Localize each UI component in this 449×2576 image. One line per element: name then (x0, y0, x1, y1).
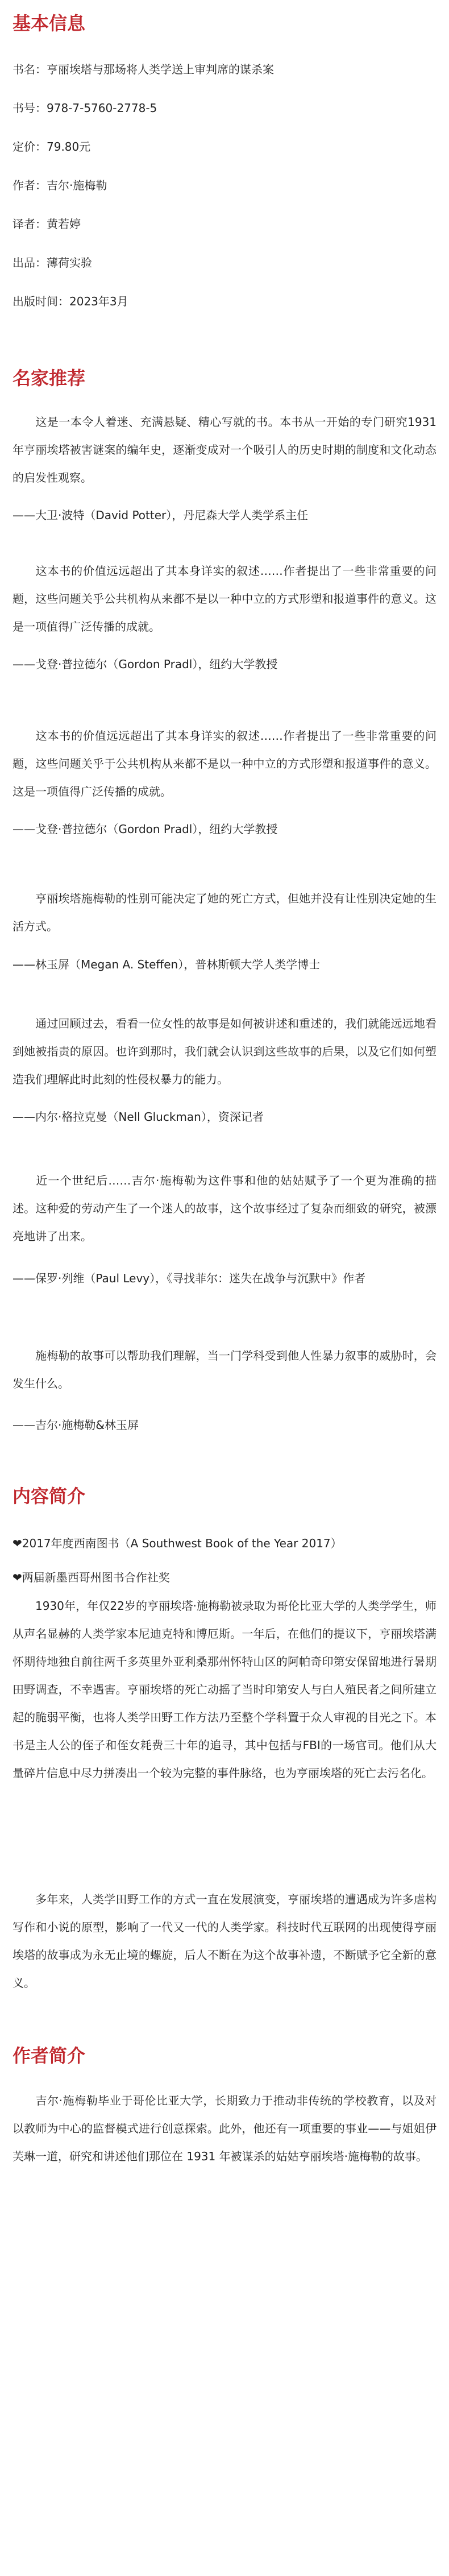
recommendation-attribution: ——吉尔·施梅勒&林玉屏 (13, 1418, 139, 1432)
author: 作者：吉尔·施梅勒 (13, 179, 107, 192)
summary-paragraph: 1930年，年仅22岁的亨丽埃塔·施梅勒被录取为哥伦比亚大学的人类学学生，师从声名显赫的人类学家本尼迪克特和博厄斯。一年后，在他们的提议下，亨丽埃塔满怀期待地独自前往两千多英里外亚利桑那州怀特山区的阿帕奇印第安保留地进行暑期田野调查，不幸遇害。亨丽埃塔的死亡动摇了当时印第安人与白人殖民者之间所建立起的脆弱平衡，也将人类学田野工作方法乃至整个学科置于众人审视的目光之下。本书是主人公的侄子和侄女耗费三十年的追寻，其中包括与FBI的一场官司。他们从大量碎片信息中尽力拼凑出一个较为完整的事件脉络，也为亨丽埃塔的死亡去污名化。 (13, 1599, 436, 1780)
book-name: 书名：亨丽埃塔与那场将人类学送上审判席的谋杀案 (13, 63, 274, 76)
publisher: 出品：薄荷实验 (13, 256, 92, 270)
award-line: ❤两届新墨西哥州图书合作社奖 (13, 1571, 170, 1584)
author-intro-heading: 作者简介 (13, 2045, 86, 2066)
recommendation-attribution: ——林玉屏（Megan A. Steffen），普林斯顿大学人类学博士 (13, 958, 321, 971)
summary-paragraph: 多年来，人类学田野工作的方式一直在发展演变，亨丽埃塔的遭遇成为许多虐构写作和小说的原型，影响了一代又一代的人类学家。科技时代互联网的出现使得亨丽埃塔的故事成为永无止境的螺旋，后人不断在为这个故事补遗，不断赋予它全新的意义。 (13, 1892, 436, 1990)
summary-heading: 内容简介 (13, 1485, 86, 1507)
translator: 译者：黄若婷 (13, 217, 81, 231)
recommendation-text: 这本书的价值远远超出了其本身详实的叙述……作者提出了一些非常重要的问题，这些问题关乎公共机构从来都不是以一种中立的方式形塑和报道事件的意义。这是一项值得广泛传播的成就。 (13, 564, 436, 633)
recommendation-text: 亨丽埃塔施梅勒的性别可能决定了她的死亡方式，但她并没有让性别决定她的生活方式。 (13, 892, 436, 933)
isbn: 书号：978-7-5760-2778-5 (13, 101, 157, 115)
recommendation-attribution: ——戈登·普拉德尔（Gordon Pradl），纽约大学教授 (13, 657, 278, 671)
recommendations-heading: 名家推荐 (13, 367, 86, 389)
recommendation-text: 近一个世纪后……吉尔·施梅勒为这件事和他的姑姑赋予了一个更为准确的描述。这种爱的劳动产生了一个迷人的故事，这个故事经过了复杂而细致的研究，被漂亮地讲了出来。 (13, 1174, 436, 1243)
recommendation-attribution: ——保罗·列维（Paul Levy），《寻找菲尔：迷失在战争与沉默中》作者 (13, 1272, 366, 1285)
recommendation-attribution: ——内尔·格拉克曼（Nell Gluckman），资深记者 (13, 1110, 264, 1124)
recommendation-text: 这本书的价值远远超出了其本身详实的叙述……作者提出了一些非常重要的问题，这些问题关乎于公共机构从来都不是以一种中立的方式形塑和报道事件的意义。这是一项值得广泛传播的成就。 (13, 729, 436, 798)
award-line: ❤2017年度西南图书（A Southwest Book of the Year 2017） (13, 1537, 342, 1550)
price: 定价：79.80元 (13, 140, 91, 154)
basic-info-heading: 基本信息 (13, 13, 86, 34)
author-intro-paragraph: 吉尔·施梅勒毕业于哥伦比亚大学，长期致力于推动非传统的学校教育，以及对以教师为中心的监督模式进行创意探索。此外，他还有一项重要的事业——与姐姐伊芙琳一道，研究和讲述他们那位在 1931 年被谋杀的姑姑亨丽埃塔·施梅勒的故事。 (13, 2094, 436, 2163)
recommendation-text: 通过回顾过去，看看一位女性的故事是如何被讲述和重述的，我们就能远远地看到她被指责的原因。也许到那时，我们就会认识到这些故事的后果，以及它们如何塑造我们理解此时此刻的性侵权暴力的能力。 (13, 1017, 436, 1086)
pub-date: 出版时间：2023年3月 (13, 295, 128, 308)
recommendation-text: 施梅勒的故事可以帮助我们理解，当一门学科受到他人性暴力叙事的威胁时，会发生什么。 (13, 1349, 436, 1390)
recommendation-attribution: ——大卫·波特（David Potter），丹尼森大学人类学系主任 (13, 508, 309, 522)
recommendation-attribution: ——戈登·普拉德尔（Gordon Pradl），纽约大学教授 (13, 822, 278, 836)
recommendation-text: 这是一本令人着迷、充满悬疑、精心写就的书。本书从一开始的专门研究1931年亨丽埃塔被害谜案的编年史，逐渐变成对一个吸引人的历史时期的制度和文化动态的启发性观察。 (13, 415, 436, 484)
